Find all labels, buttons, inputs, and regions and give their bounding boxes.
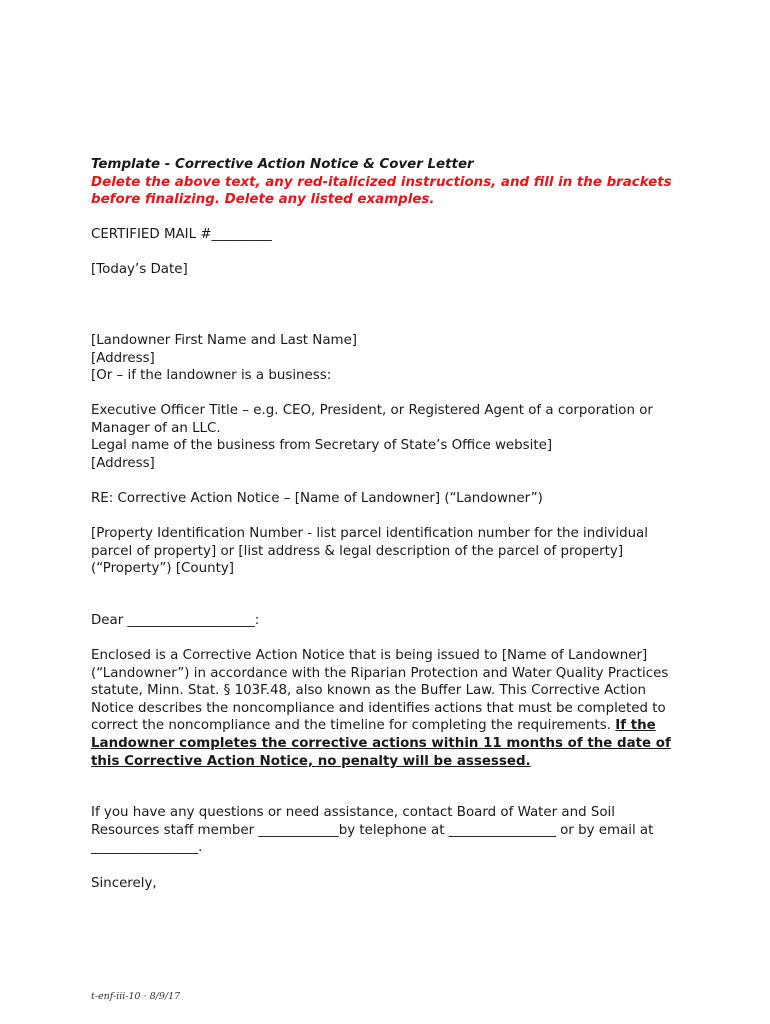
re-line: RE: Corrective Action Notice – [Name of Landowner] (“Landowner”)	[91, 491, 543, 507]
template-instructions: Delete the above text, any red-italicized instructions, and fill in the brackets before finalizing. Delete any listed examples.	[91, 174, 672, 208]
template-title: Template - Corrective Action Notice & Cover Letter	[91, 157, 474, 172]
closing: Sincerely,	[91, 875, 157, 891]
certified-mail-line: CERTIFIED MAIL #_________	[91, 227, 272, 243]
body-paragraph	[91, 647, 681, 770]
recipient-name: [Landowner First Name and Last Name]	[91, 332, 358, 348]
recipient-address: [Address]	[91, 350, 155, 366]
letter-document	[91, 156, 681, 892]
business-intro: [Or – if the landowner is a business:	[91, 368, 332, 384]
executive-officer-line: Executive Officer Title – e.g. CEO, President, or Registered Agent of a corporation or Manager of an LLC.	[91, 403, 653, 436]
legal-name-line: Legal name of the business from Secretary of State’s Office website]	[91, 438, 553, 454]
property-line: [Property Identification Number - list parcel identification number for the individual parcel of property] or [list address & legal description of the parcel of property] (“Property”) [County]	[91, 526, 648, 577]
recipient-block	[91, 332, 681, 473]
business-address: [Address]	[91, 456, 155, 472]
salutation: Dear ___________________:	[91, 613, 260, 628]
body-emphasis: If the Landowner completes the corrective actions within 11 months of the date of this Corrective Action Notice, no penalty will be assessed.	[91, 718, 671, 769]
date-placeholder: [Today’s Date]	[91, 262, 188, 278]
contact-paragraph: If you have any questions or need assistance, contact Board of Water and Soil Resources staff member ____________by telephone at ________________ or by email at ________________.	[91, 805, 654, 856]
body-text: Enclosed is a Corrective Action Notice that is being issued to [Name of Landowner] (“Landowner”) in accordance with the Riparian Protection and Water Quality Practices statute, Minn. Stat. § 103F.48, also known as the Buffer Law. This Corrective Action Notice describes the noncompliance and identifies actions that must be completed to correct the noncompliance and the timeline for completing the requirements.	[91, 648, 669, 734]
footer-code: t-enf-iii-10 · 8/9/17	[91, 991, 181, 1002]
